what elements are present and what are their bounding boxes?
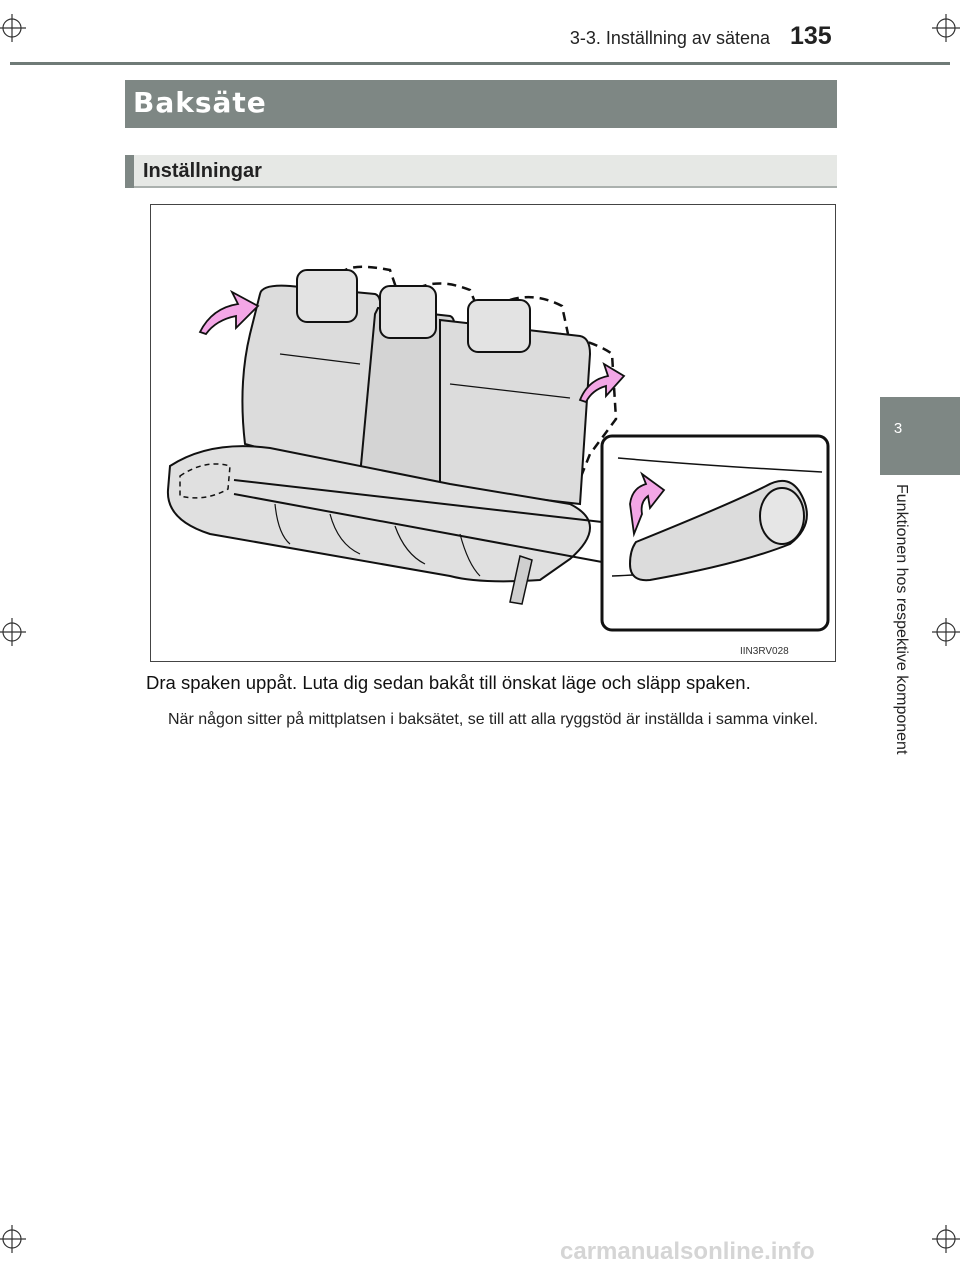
registration-mark-icon (0, 618, 26, 646)
running-header-section: 3-3. Inställning av sätena (569, 28, 770, 48)
registration-mark-icon (932, 14, 960, 42)
note-text: När någon sitter på mittplatsen i baksätet, se till att alla ryggstöd är inställda i samma vinkel. (168, 711, 819, 728)
chapter-title-vertical: Funktionen hos respektive komponent (893, 484, 910, 755)
subsection-marker (125, 155, 134, 188)
registration-mark-icon (932, 1225, 960, 1253)
instruction-text: Dra spaken uppåt. Luta dig sedan bakåt till önskat läge och släpp spaken. (146, 672, 751, 693)
subsection-title: Inställningar (143, 160, 262, 182)
chapter-number: 3 (893, 420, 903, 437)
registration-mark-icon (932, 618, 960, 646)
registration-mark-icon (0, 14, 26, 42)
registration-mark-icon (0, 1225, 26, 1253)
watermark: carmanualsonline.info (560, 1238, 815, 1265)
lever-inset (602, 436, 828, 630)
page-number: 135 (790, 22, 832, 50)
header-rule (10, 62, 950, 65)
recline-arrow-left-icon (200, 292, 258, 334)
rear-seat-illustration (150, 204, 836, 662)
section-title: Baksäte (133, 86, 267, 119)
figure-code: IIN3RV028 (740, 646, 789, 657)
